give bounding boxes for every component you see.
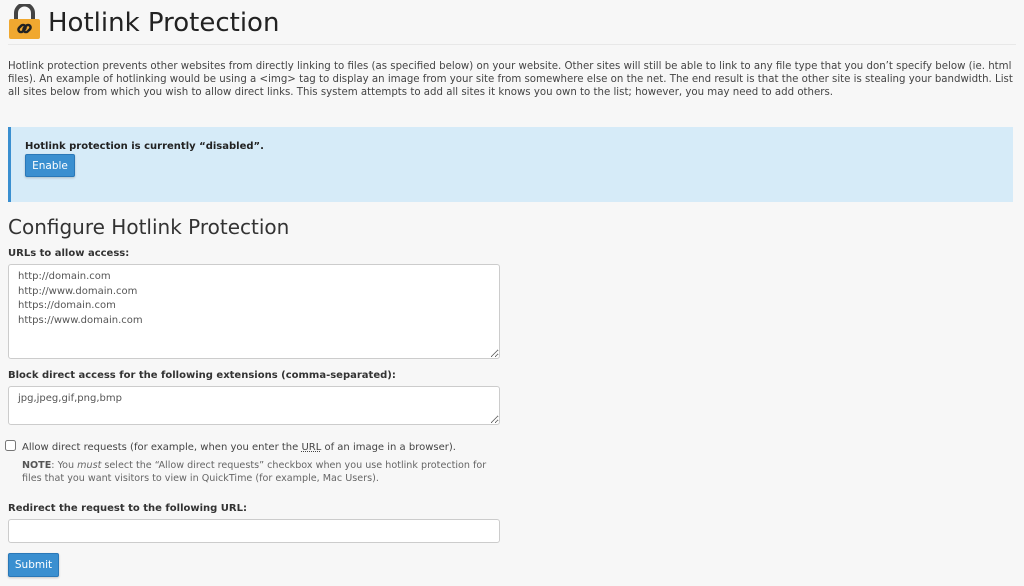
allow-direct-text-end: of an image in a browser).: [321, 442, 456, 453]
note-post: select the “Allow direct requests” checkbox when you use hotlink protection for files that you want visitors to view in QuickTime (for example, Mac Users).: [22, 460, 487, 484]
url-abbr: URL: [301, 442, 322, 453]
redirect-url-input[interactable]: [8, 519, 500, 543]
extensions-textarea[interactable]: [8, 386, 500, 425]
divider: [8, 44, 1016, 45]
allow-direct-text: Allow direct requests (for example, when you enter the: [22, 442, 302, 453]
submit-button[interactable]: Submit: [8, 553, 59, 577]
urls-label: URLs to allow access:: [8, 248, 130, 259]
status-alert: [8, 127, 1013, 202]
urls-textarea[interactable]: [8, 264, 500, 359]
page-description: Hotlink protection prevents other websites from directly linking to files (as specified below) on your website. Other sites will still be able to link to any file type that you don’t specify below (ie. html files). An example of hotlinking would be using a <img> tag to display an image from your site from somewhere else on the net. The end result is that the other site is stealing your bandwidth. List all sites below from which you wish to allow direct links. This system attempts to add all sites it knows you own to the list; however, you may need to add others.: [8, 61, 1013, 98]
note-pre: : You: [51, 460, 78, 471]
note-text: [22, 459, 502, 485]
enable-button[interactable]: Enable: [25, 154, 75, 177]
status-message: Hotlink protection is currently “disabled”.: [25, 141, 264, 152]
note-label: NOTE: [22, 460, 52, 471]
page-title: Hotlink Protection: [48, 8, 280, 38]
allow-direct-label[interactable]: [22, 442, 456, 453]
allow-direct-checkbox[interactable]: [5, 440, 16, 451]
redirect-label: Redirect the request to the following URL:: [8, 503, 247, 514]
lock-link-icon: [8, 4, 41, 40]
note-emphasis: must: [77, 460, 102, 471]
section-heading: Configure Hotlink Protection: [8, 215, 290, 239]
extensions-label: Block direct access for the following extensions (comma-separated):: [8, 370, 396, 381]
